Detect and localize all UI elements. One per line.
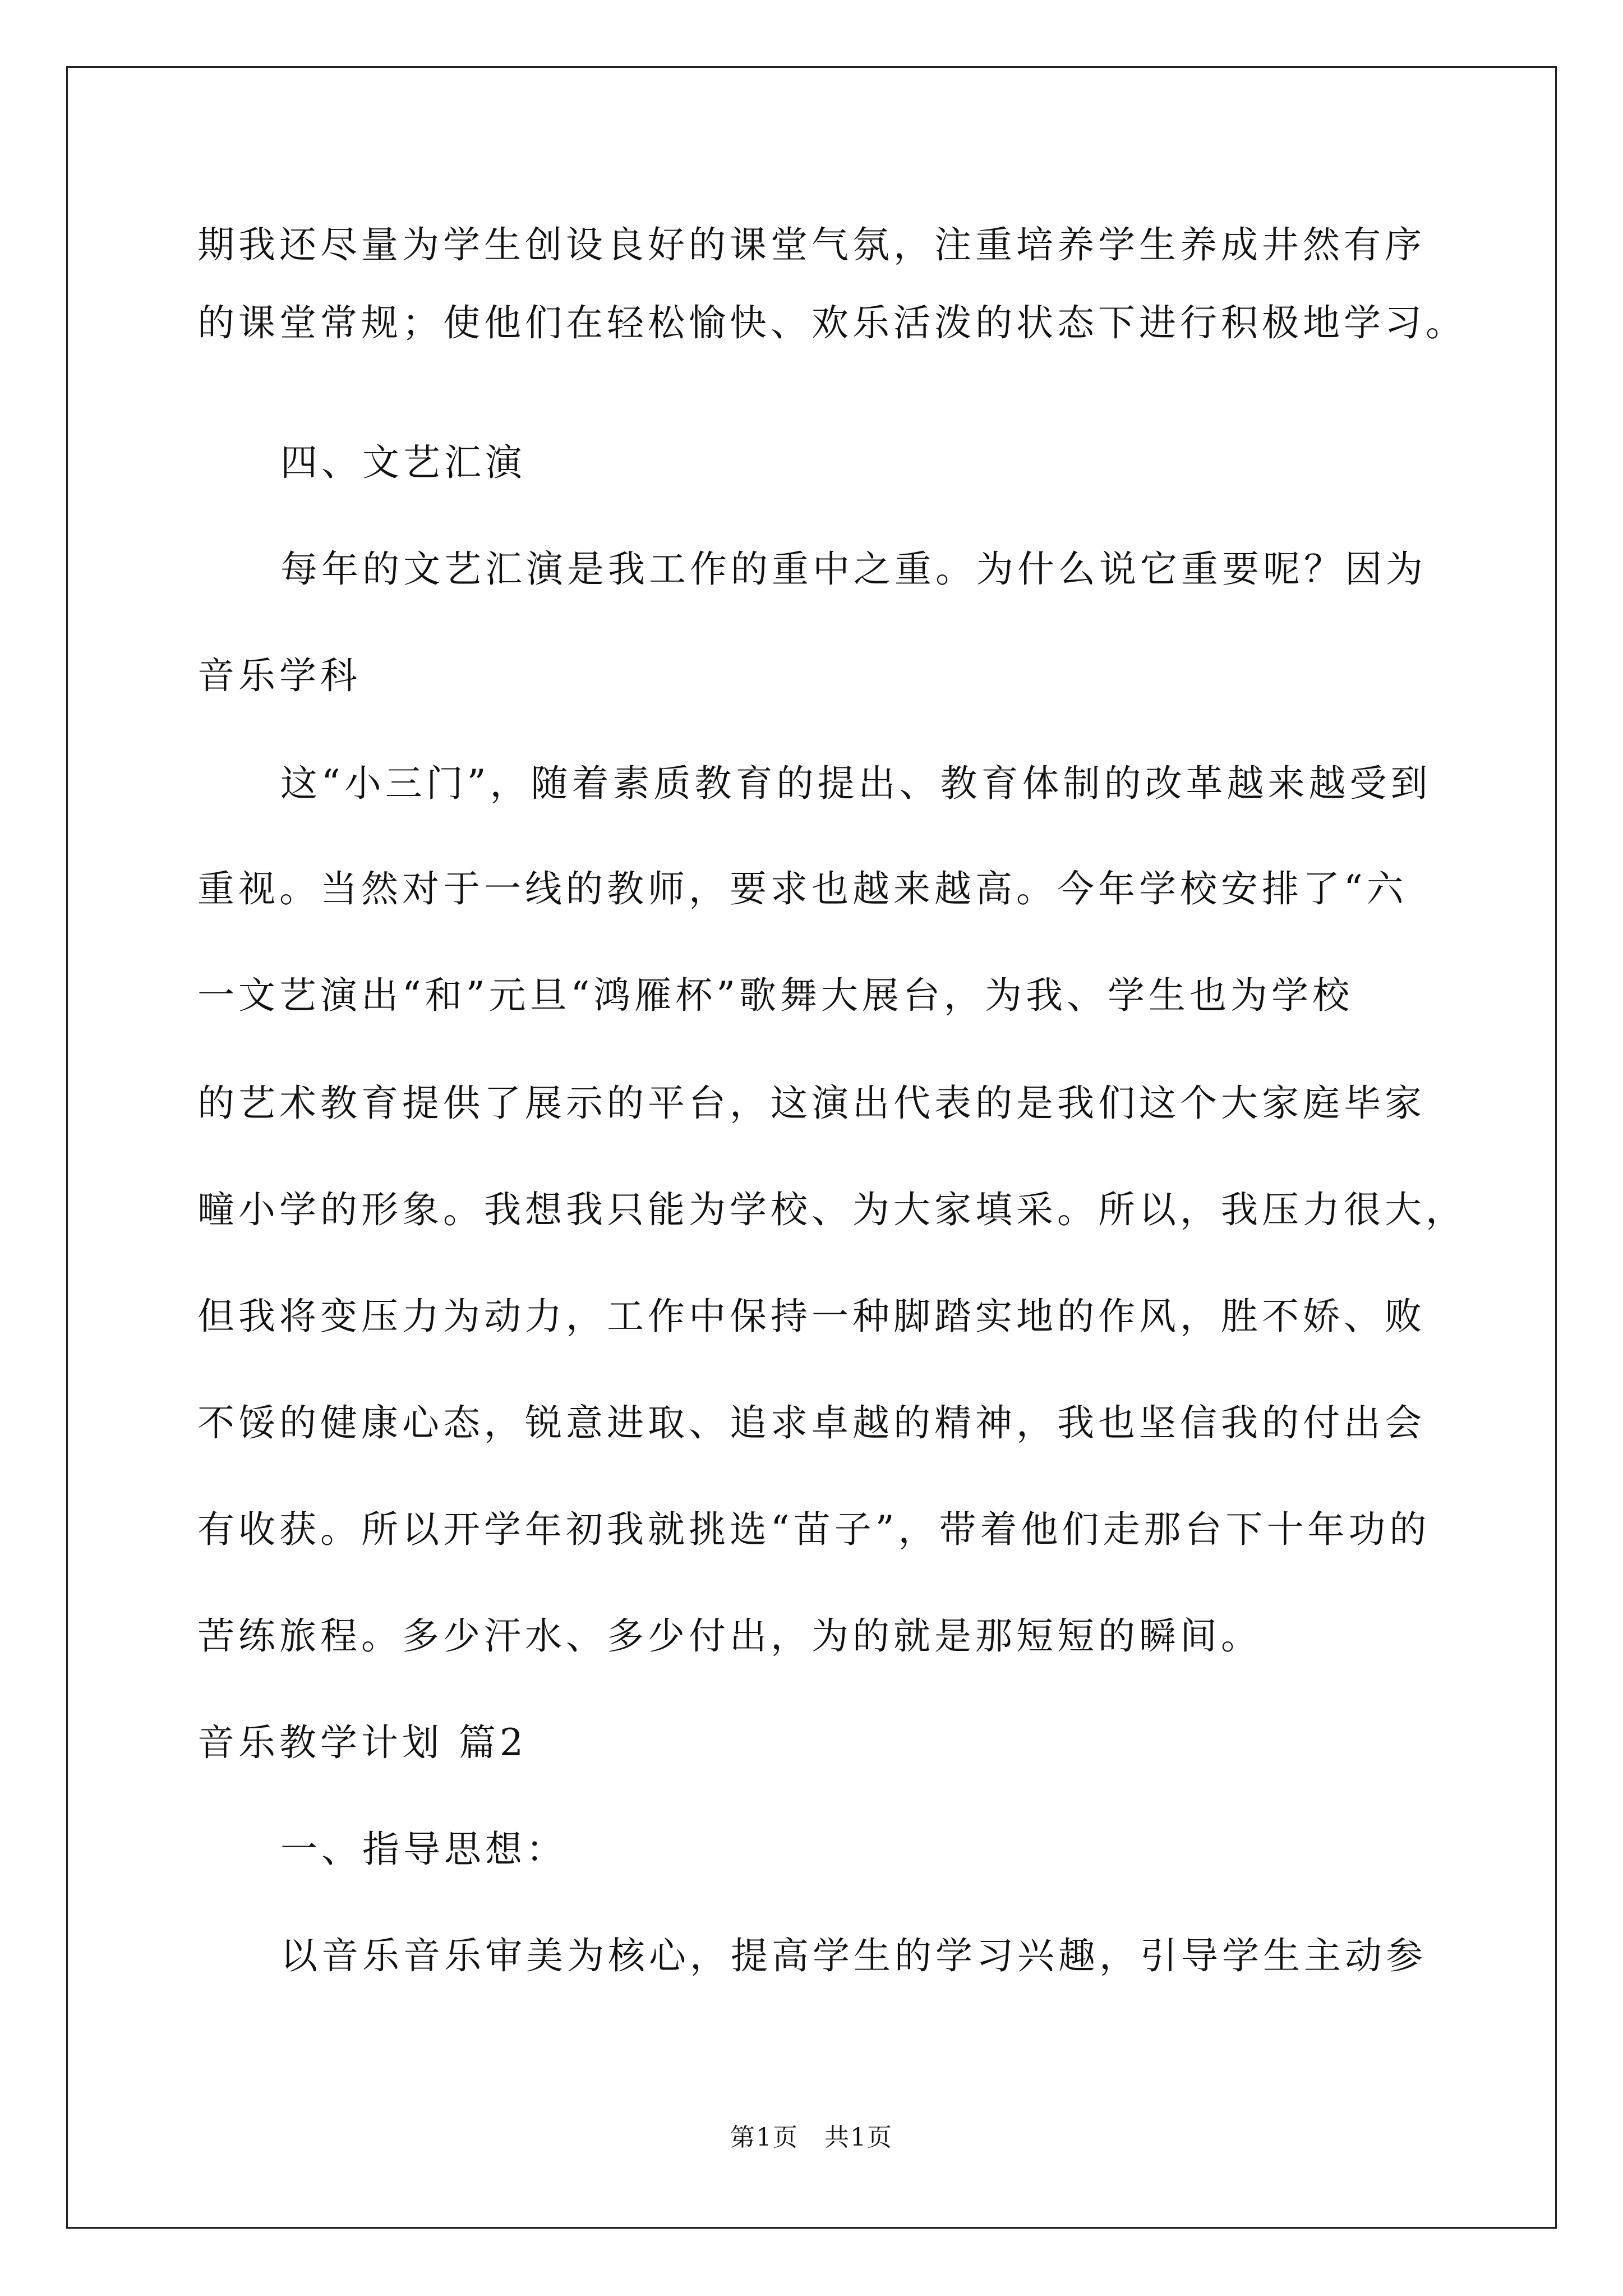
paragraph-line: 苦练旅程。多少汗水、多少付出，为的就是那短短的瞬间。 bbox=[197, 1614, 1262, 1658]
paragraph-line: 但我将变压力为动力，工作中保持一种脚踏实地的作风，胜不娇、败 bbox=[197, 1295, 1426, 1338]
paragraph-line: 重视。当然对于一线的教师，要求也越来越高。今年学校安排了“六 bbox=[197, 867, 1408, 910]
paragraph-line: 一文艺演出“和”元旦“鸿雁杯”歌舞大展台，为我、学生也为学校 bbox=[197, 974, 1353, 1017]
paragraph-line: 疃小学的形象。我想我只能为学校、为大家填采。所以，我压力很大， bbox=[197, 1188, 1467, 1231]
paragraph-line: 以音乐音乐审美为核心，提高学生的学习兴趣，引导学生主动参 bbox=[280, 1934, 1427, 1977]
page-footer: 第1页 共1页 bbox=[730, 2123, 893, 2152]
paragraph-line: 有收获。所以开学年初我就挑选“苗子”，带着他们走那台下十年功的 bbox=[197, 1508, 1431, 1551]
paragraph-line: 期我还尽量为学生创设良好的课堂气氛，注重培养学生养成井然有序 bbox=[197, 223, 1426, 266]
paragraph-line: 音乐学科 bbox=[197, 654, 361, 697]
paragraph-line: 不馁的健康心态，锐意进取、追求卓越的精神，我也坚信我的付出会 bbox=[197, 1401, 1426, 1444]
page-border bbox=[66, 66, 1557, 2229]
paragraph-line: 的课堂常规；使他们在轻松愉快、欢乐活泼的状态下进行积极地学习。 bbox=[197, 301, 1467, 344]
paragraph-line: 的艺术教育提供了展示的平台，这演出代表的是我们这个大家庭毕家 bbox=[197, 1082, 1426, 1125]
paragraph-line: 这“小三门”，随着素质教育的提出、教育体制的改革越来越受到 bbox=[280, 762, 1432, 805]
section-title: 音乐教学计划 篇2 bbox=[197, 1721, 527, 1764]
section-heading: 四、文艺汇演 bbox=[280, 441, 526, 484]
paragraph-line: 每年的文艺汇演是我工作的重中之重。为什么说它重要呢？因为 bbox=[280, 547, 1427, 591]
section-heading: 一、指导思想： bbox=[280, 1828, 567, 1871]
